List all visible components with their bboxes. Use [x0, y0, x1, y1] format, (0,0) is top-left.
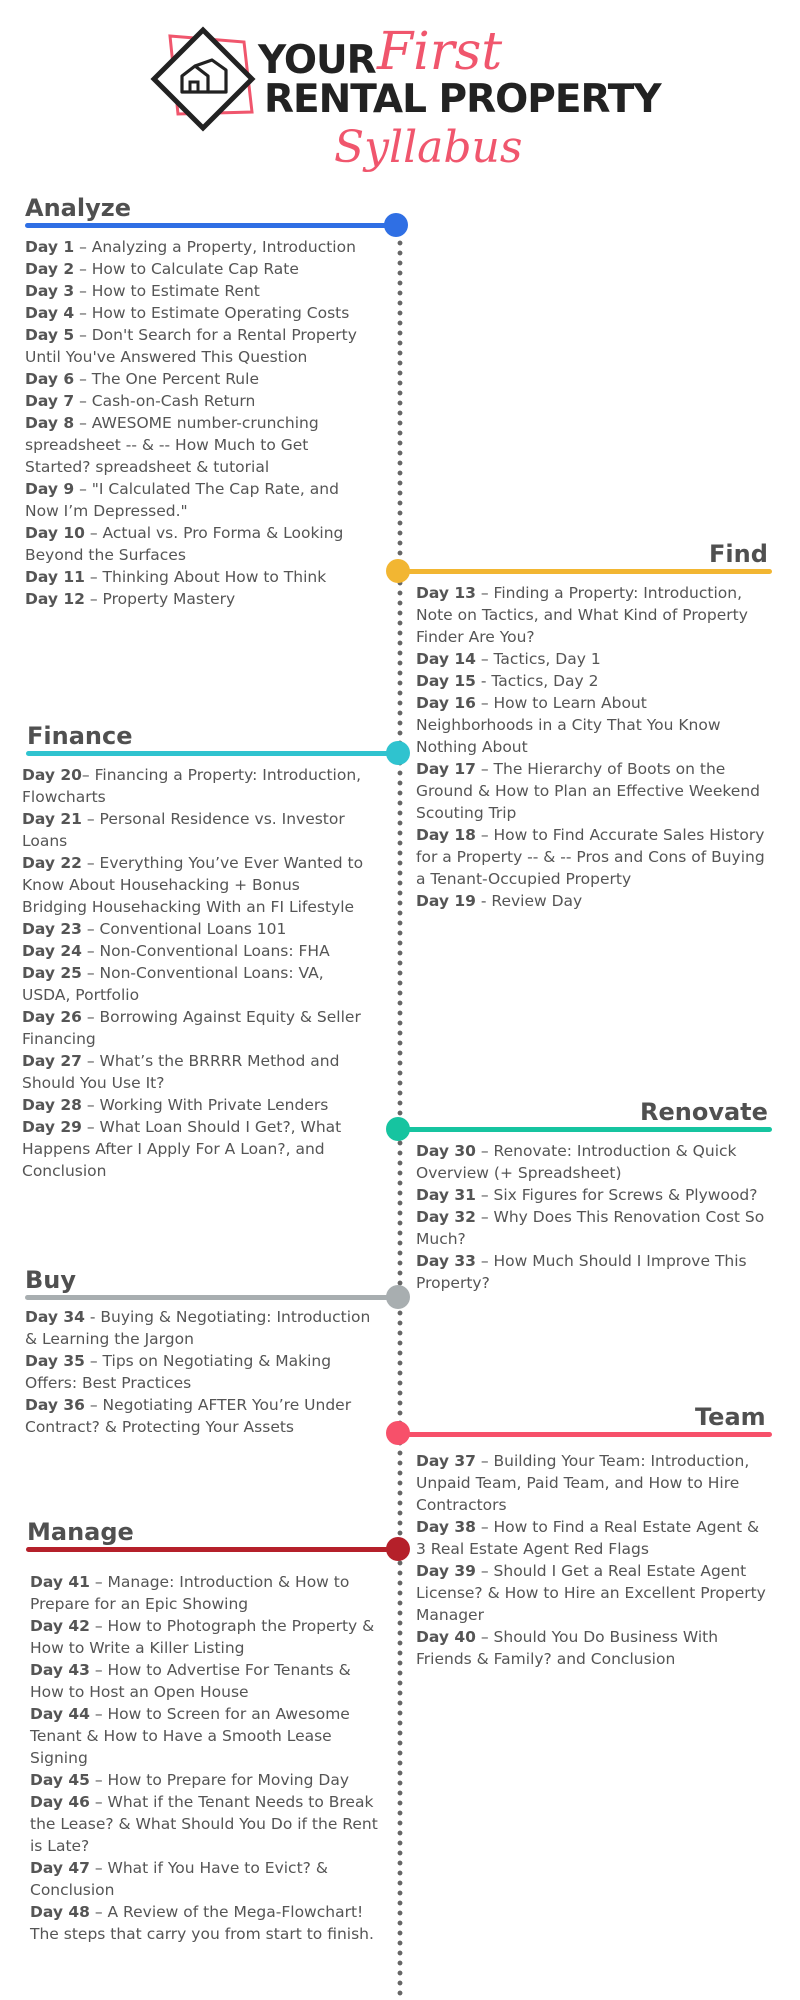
find-bar: [400, 569, 772, 574]
list-item: [416, 1140, 766, 1184]
day-label: Day 6: [25, 370, 75, 388]
team-bar: [400, 1432, 772, 1437]
day-label: Day 32: [416, 1208, 476, 1226]
lesson-title: – The Hierarchy of Boots on the Ground & How to Plan an Effective Weekend Scouting Trip: [416, 760, 760, 822]
day-label: Day 24: [22, 942, 82, 960]
buy-list: [25, 1306, 371, 1438]
section-title-find: Find: [709, 540, 768, 568]
lesson-title: – A Review of the Mega-Flowchart! The steps that carry you from start to finish.: [30, 1903, 374, 1943]
list-item: [22, 918, 368, 940]
list-item: [25, 522, 365, 566]
list-item: [30, 1571, 380, 1615]
day-label: Day 8: [25, 414, 75, 432]
list-item: [416, 758, 766, 824]
title-syllabus: Syllabus: [334, 122, 523, 173]
list-item: [416, 1250, 766, 1294]
day-label: Day 31: [416, 1186, 476, 1204]
title-your: YOUR: [258, 38, 376, 83]
day-label: Day 7: [25, 392, 75, 410]
day-label: Day 4: [25, 304, 75, 322]
list-item: [30, 1791, 380, 1857]
list-item: [416, 1450, 766, 1516]
list-item: [25, 1306, 371, 1350]
lesson-title: – How to Learn About Neighborhoods in a City That You Know Nothing About: [416, 694, 721, 756]
lesson-title: – Six Figures for Screws & Plywood?: [475, 1186, 758, 1204]
lesson-title: – What’s the BRRRR Method and Should You Use It?: [22, 1052, 340, 1092]
day-label: Day 3: [25, 282, 75, 300]
finance-list: [22, 764, 368, 1182]
day-label: Day 15: [416, 672, 476, 690]
lesson-title: – What if You Have to Evict? & Conclusion: [30, 1859, 328, 1899]
list-item: [22, 1116, 368, 1182]
day-label: Day 25: [22, 964, 82, 982]
lesson-title: – Everything You’ve Ever Wanted to Know About Househacking + Bonus Bridging Househacking With an FI Lifestyle: [22, 854, 364, 916]
lesson-title: – How to Estimate Rent: [74, 282, 260, 300]
analyze-bar: [25, 223, 397, 228]
list-item: [416, 1626, 766, 1670]
list-item: [416, 1184, 766, 1206]
list-item: [22, 764, 368, 808]
lesson-title: – AWESOME number-crunching spreadsheet -- & -- How Much to Get Started? spreadsheet & tutorial: [25, 414, 319, 476]
lesson-title: – How Much Should I Improve This Property?: [416, 1252, 747, 1292]
day-label: Day 36: [25, 1396, 85, 1414]
analyze-node: [384, 213, 408, 237]
lesson-title: – The One Percent Rule: [74, 370, 259, 388]
list-item: [25, 478, 365, 522]
list-item: [30, 1769, 380, 1791]
section-title-manage: Manage: [27, 1518, 134, 1546]
lesson-title: – How to Advertise For Tenants & How to Host an Open House: [30, 1661, 351, 1701]
section-title-analyze: Analyze: [25, 194, 131, 222]
list-item: [25, 258, 365, 280]
lesson-title: – Conventional Loans 101: [81, 920, 287, 938]
list-item: [416, 1560, 766, 1626]
buy-node: [386, 1285, 410, 1309]
list-item: [22, 852, 368, 918]
lesson-title: – Don't Search for a Rental Property Until You've Answered This Question: [25, 326, 357, 366]
day-label: Day 28: [22, 1096, 82, 1114]
lesson-title: – Tactics, Day 1: [475, 650, 601, 668]
list-item: [30, 1659, 380, 1703]
day-label: Day 9: [25, 480, 75, 498]
day-label: Day 17: [416, 760, 476, 778]
day-label: Day 45: [30, 1771, 90, 1789]
title-rental-property: RENTAL PROPERTY: [264, 77, 661, 122]
list-item: [25, 412, 365, 478]
lesson-title: – Negotiating AFTER You’re Under Contract? & Protecting Your Assets: [25, 1396, 352, 1436]
lesson-title: – How to Calculate Cap Rate: [74, 260, 299, 278]
day-label: Day 38: [416, 1518, 476, 1536]
day-label: Day 5: [25, 326, 75, 344]
lesson-title: – Personal Residence vs. Investor Loans: [22, 810, 345, 850]
list-item: [25, 302, 365, 324]
list-item: [416, 670, 766, 692]
section-title-team: Team: [695, 1403, 766, 1431]
day-label: Day 23: [22, 920, 82, 938]
lesson-title: – Finding a Property: Introduction, Note on Tactics, and What Kind of Property Finder Are You?: [416, 584, 748, 646]
lesson-title: – What if the Tenant Needs to Break the Lease? & What Should You Do if the Rent is Late?: [30, 1793, 378, 1855]
day-label: Day 48: [30, 1903, 90, 1921]
day-label: Day 13: [416, 584, 476, 602]
lesson-title: – Manage: Introduction & How to Prepare for an Epic Showing: [30, 1573, 350, 1613]
list-item: [25, 1394, 371, 1438]
day-label: Day 42: [30, 1617, 90, 1635]
list-item: [22, 808, 368, 852]
day-label: Day 44: [30, 1705, 90, 1723]
day-label: Day 39: [416, 1562, 476, 1580]
lesson-title: – Tips on Negotiating & Making Offers: Best Practices: [25, 1352, 332, 1392]
lesson-title: – Thinking About How to Think: [84, 568, 327, 586]
day-label: Day 14: [416, 650, 476, 668]
title-first: First: [377, 22, 503, 82]
day-label: Day 11: [25, 568, 85, 586]
house-logo-icon: [148, 24, 258, 134]
section-title-finance: Finance: [27, 722, 133, 750]
lesson-title: – Non-Conventional Loans: VA, USDA, Portfolio: [22, 964, 324, 1004]
list-item: [416, 1206, 766, 1250]
lesson-title: – Working With Private Lenders: [81, 1096, 329, 1114]
lesson-title: – Should I Get a Real Estate Agent License? & How to Hire an Excellent Property Manager: [416, 1562, 766, 1624]
list-item: [22, 1006, 368, 1050]
section-title-buy: Buy: [25, 1266, 77, 1294]
list-item: [22, 940, 368, 962]
manage-bar: [26, 1547, 398, 1552]
lesson-title: – How to Photograph the Property & How to Write a Killer Listing: [30, 1617, 375, 1657]
day-label: Day 1: [25, 238, 75, 256]
list-item: [22, 1050, 368, 1094]
list-item: [25, 588, 365, 610]
day-label: Day 34: [25, 1308, 85, 1326]
day-label: Day 29: [22, 1118, 82, 1136]
day-label: Day 33: [416, 1252, 476, 1270]
lesson-title: – Borrowing Against Equity & Seller Financing: [22, 1008, 361, 1048]
lesson-title: – How to Estimate Operating Costs: [74, 304, 350, 322]
list-item: [30, 1857, 380, 1901]
list-item: [25, 324, 365, 368]
day-label: Day 35: [25, 1352, 85, 1370]
manage-list: [30, 1571, 380, 1945]
renovate-node: [386, 1117, 410, 1141]
list-item: [25, 1350, 371, 1394]
find-list: [416, 582, 766, 912]
list-item: [25, 368, 365, 390]
lesson-title: – How to Screen for an Awesome Tenant & How to Have a Smooth Lease Signing: [30, 1705, 350, 1767]
day-label: Day 22: [22, 854, 82, 872]
list-item: [416, 648, 766, 670]
list-item: [25, 390, 365, 412]
list-item: [416, 824, 766, 890]
renovate-bar: [400, 1127, 772, 1132]
lesson-title: – Should You Do Business With Friends & Family? and Conclusion: [416, 1628, 719, 1668]
lesson-title: – Renovate: Introduction & Quick Overview (+ Spreadsheet): [416, 1142, 737, 1182]
day-label: Day 20: [22, 766, 82, 784]
lesson-title: - Tactics, Day 2: [475, 672, 599, 690]
lesson-title: – What Loan Should I Get?, What Happens After I Apply For A Loan?, and Conclusion: [22, 1118, 342, 1180]
day-label: Day 30: [416, 1142, 476, 1160]
list-item: [416, 890, 766, 912]
day-label: Day 43: [30, 1661, 90, 1679]
lesson-title: – Why Does This Renovation Cost So Much?: [416, 1208, 765, 1248]
list-item: [30, 1615, 380, 1659]
list-item: [416, 1516, 766, 1560]
lesson-title: – Analyzing a Property, Introduction: [74, 238, 356, 256]
day-label: Day 41: [30, 1573, 90, 1591]
finance-node: [386, 741, 410, 765]
renovate-list: [416, 1140, 766, 1294]
list-item: [22, 962, 368, 1006]
lesson-title: – Property Mastery: [84, 590, 236, 608]
finance-bar: [26, 751, 398, 756]
lesson-title: – Non-Conventional Loans: FHA: [81, 942, 330, 960]
day-label: Day 19: [416, 892, 476, 910]
day-label: Day 47: [30, 1859, 90, 1877]
lesson-title: – How to Find a Real Estate Agent & 3 Real Estate Agent Red Flags: [416, 1518, 760, 1558]
day-label: Day 37: [416, 1452, 476, 1470]
day-label: Day 46: [30, 1793, 90, 1811]
section-title-renovate: Renovate: [640, 1098, 768, 1126]
day-label: Day 27: [22, 1052, 82, 1070]
day-label: Day 18: [416, 826, 476, 844]
lesson-title: – How to Find Accurate Sales History for a Property -- & -- Pros and Cons of Buying a Tenant-Occupied Property: [416, 826, 765, 888]
lesson-title: - Buying & Negotiating: Introduction & Learning the Jargon: [25, 1308, 371, 1348]
lesson-title: – Building Your Team: Introduction, Unpaid Team, Paid Team, and How to Hire Contractors: [416, 1452, 750, 1514]
buy-bar: [25, 1295, 397, 1300]
lesson-title: – "I Calculated The Cap Rate, and Now I’m Depressed.": [25, 480, 339, 520]
lesson-title: – Financing a Property: Introduction, Flowcharts: [22, 766, 362, 806]
manage-node: [386, 1537, 410, 1561]
day-label: Day 21: [22, 810, 82, 828]
list-item: [416, 692, 766, 758]
team-list: [416, 1450, 766, 1670]
list-item: [30, 1703, 380, 1769]
list-item: [22, 1094, 368, 1116]
timeline-dotted-line: [396, 228, 404, 2000]
day-label: Day 40: [416, 1628, 476, 1646]
list-item: [25, 280, 365, 302]
lesson-title: – How to Prepare for Moving Day: [89, 1771, 350, 1789]
team-node: [386, 1421, 410, 1445]
day-label: Day 26: [22, 1008, 82, 1026]
analyze-list: [25, 236, 365, 610]
lesson-title: - Review Day: [475, 892, 583, 910]
list-item: [416, 582, 766, 648]
day-label: Day 16: [416, 694, 476, 712]
list-item: [25, 236, 365, 258]
list-item: [25, 566, 365, 588]
day-label: Day 10: [25, 524, 85, 542]
lesson-title: – Actual vs. Pro Forma & Looking Beyond the Surfaces: [25, 524, 344, 564]
lesson-title: – Cash-on-Cash Return: [74, 392, 256, 410]
day-label: Day 2: [25, 260, 75, 278]
day-label: Day 12: [25, 590, 85, 608]
list-item: [30, 1901, 380, 1945]
find-node: [386, 559, 410, 583]
